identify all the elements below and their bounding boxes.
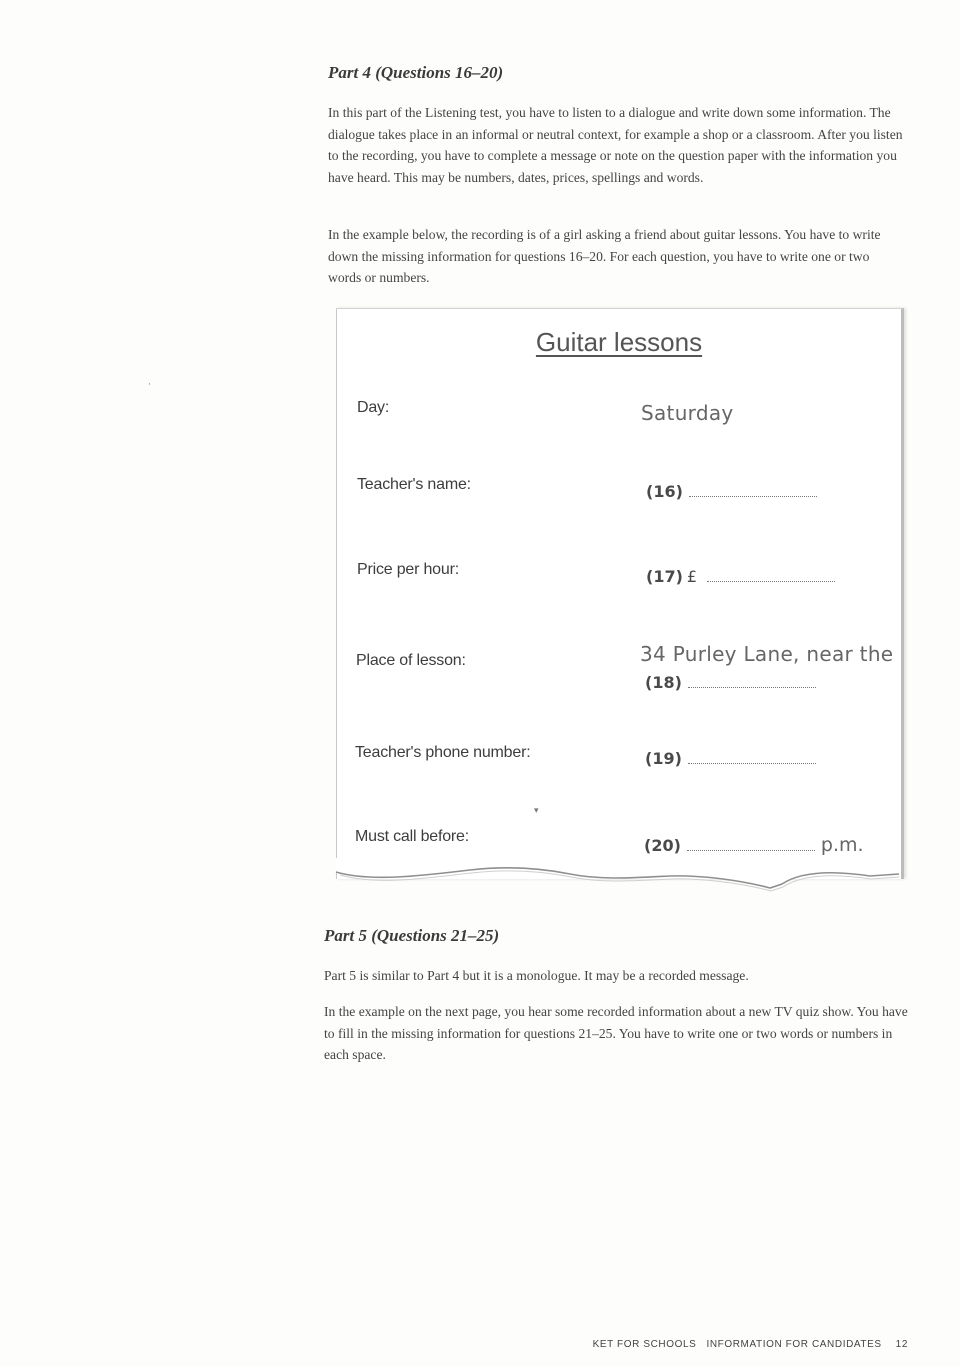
torn-paper-edge [330, 858, 905, 898]
question-18 [645, 673, 816, 692]
page-number: 12 [895, 1339, 908, 1350]
question-16 [646, 482, 817, 501]
part5-paragraph-1: Part 5 is similar to Part 4 but it is a monologue. It may be a recorded message. [324, 968, 749, 983]
form-label-day: Day: [357, 399, 390, 416]
part4-paragraph-2: In the example below, the recording is of a girl asking a friend about guitar lessons. You have to write down the missing information for questions 16–20. For each question, you have to write one or two words or numbers. [328, 227, 881, 286]
question-20-answer-line [687, 849, 815, 851]
part5-paragraph-2: In the example on the next page, you hear some recorded information about a new TV quiz show. You have to fill in the missing information for questions 21–25. You have to write one or two words or numbers in each space. [324, 1004, 908, 1063]
question-19-answer-line [688, 762, 816, 764]
guitar-lessons-form [336, 308, 904, 879]
page-footer [593, 1339, 908, 1350]
part4-heading: Part 4 (Questions 16–20) [328, 63, 504, 82]
question-17-answer-line [707, 580, 835, 582]
question-20 [644, 834, 864, 856]
form-label-place-of-lesson: Place of lesson: [356, 652, 466, 669]
form-label-must-call-before: Must call before: [355, 828, 469, 845]
form-label-teachers-name: Teacher's name: [357, 476, 471, 493]
stray-mark: ▾ [534, 806, 539, 816]
part5-heading: Part 5 (Questions 21–25) [324, 926, 500, 945]
question-16-answer-line [689, 495, 817, 497]
pound-symbol: £ [686, 567, 698, 586]
question-17 [646, 567, 835, 586]
question-20-number: (20) [644, 836, 681, 855]
question-18-answer-line [688, 686, 816, 688]
question-17-number: (17) [646, 567, 683, 586]
form-label-price-per-hour: Price per hour: [357, 561, 459, 578]
part4-paragraph-1: In this part of the Listening test, you have to listen to a dialogue and write down some information. The dialogue takes place in an informal or neutral context, for example a shop or a classroom. After you listen to the recording, you have to complete a message or note on the question paper with the information you have heard. This may be numbers, dates, prices, spellings and words. [328, 105, 903, 185]
footer-exam-name: KET FOR SCHOOLS [592, 1339, 697, 1350]
form-label-teachers-phone: Teacher's phone number: [355, 744, 531, 761]
pm-suffix: p.m. [820, 834, 864, 856]
form-title: Guitar lessons [535, 327, 703, 357]
question-16-number: (16) [646, 482, 683, 501]
question-19 [645, 749, 816, 768]
form-answer-place: 34 Purley Lane, near the [640, 642, 894, 666]
question-19-number: (19) [645, 749, 682, 768]
scan-speck: · [148, 380, 151, 390]
footer-section: INFORMATION FOR CANDIDATES [706, 1339, 882, 1350]
question-18-number: (18) [645, 673, 682, 692]
form-answer-day: Saturday [641, 401, 734, 425]
